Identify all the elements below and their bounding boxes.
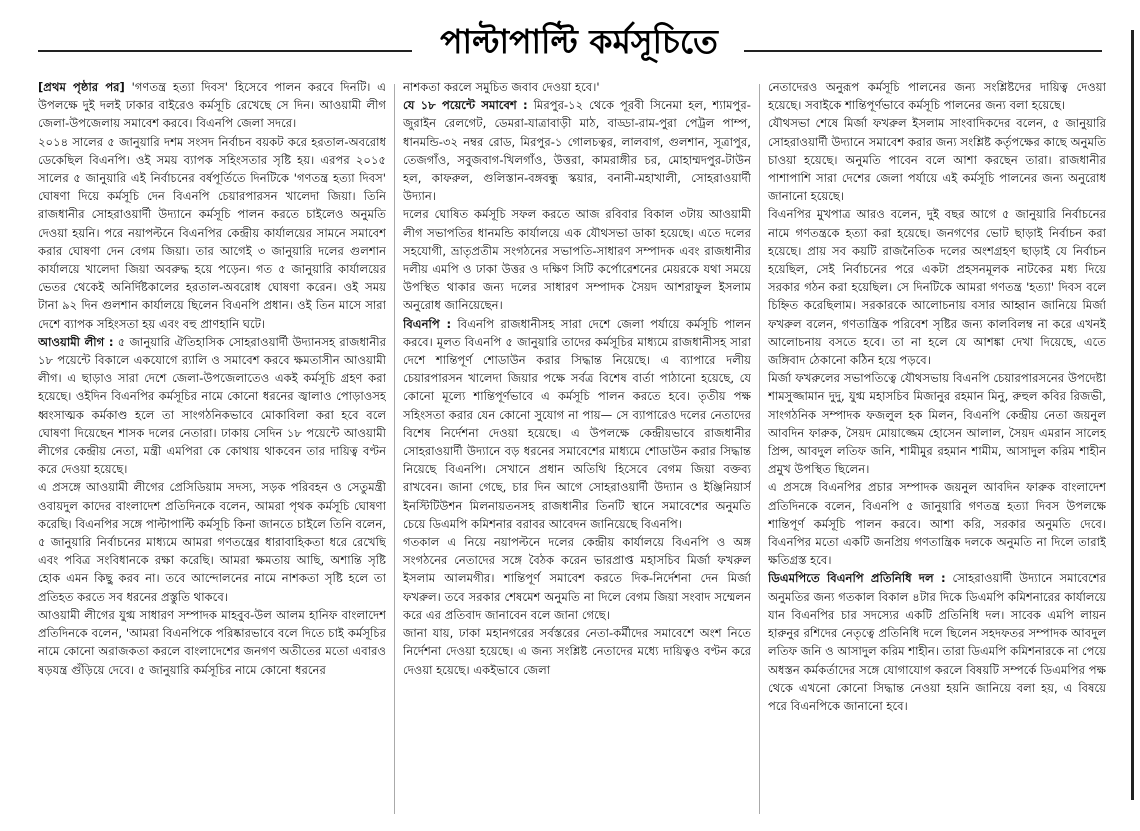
article-paragraph xyxy=(403,624,751,679)
paragraph-lead: [প্রথম পৃষ্ঠার পর] xyxy=(38,80,125,94)
column-2 xyxy=(403,78,751,823)
paragraph-text: ৫ জানুয়ারি ঐতিহাসিক সোহরাওয়ার্দী উদ্যানসহ রাজধানীর ১৮ পয়েন্টে বিকালে একযোগে র‌্যালি ও সমাবেশ করবে ক্ষমতাসীন আওয়ামী লীগ। এ ছাড়াও সারা দেশে জেলা-উপজেলাতেও একই কর্মসূচি গ্রহণ করা হয়েছে। ওইদিন বিএনপির কর্মসূচির নামে কোনো ধরনের জ্বালাও পোড়াওসহ ধ্বংসাত্মক কর্মকাণ্ড হলে তা সাংগঠনিকভাবে মোকাবিলা করা হবে বলে ঘোষণা দিয়েছেন শাসক দলের নেতারা। ঢাকায় সেদিন ১৮ পয়েন্টে আওয়ামী লীগের কেন্দ্রীয় নেতা, মন্ত্রী এমপিরা কে কোথায় থাকবেন তার দায়িত্ব বণ্টন করে দেওয়া হয়েছে। xyxy=(38,334,386,477)
paragraph-text: আওয়ামী লীগের যুগ্ম সাধারণ সম্পাদক মাহবুব-উল আলম হানিফ বাংলাদেশ প্রতিদিনকে বলেন, 'আমরা বিএনপিকে পরিষ্কারভাবে বলে দিতে চাই কর্মসূচির নামে কোনো অরাজকতা করলে বাংলাদেশের জনগণ অতীতের মতো এবারও ষড়যন্ত্র গুঁড়িয়ে দেবে। ৫ জানুয়ারি কর্মসূচির নামে কোনো ধরনের xyxy=(38,607,386,677)
paragraph-text: নাশকতা করলে সমুচিত জবাব দেওয়া হবে।' xyxy=(403,80,600,94)
paragraph-text: মিরপুর-১২ থেকে পূরবী সিনেমা হল, শ্যামপুর-জুরাইন রেলগেট, ডেমরা-যাত্রাবাড়ী মাঠ, বাড্ডা-রাম-পুরা পেট্রল পাম্প, ধানমন্ডি-৩২ নম্বর রোড, মিরপুর-১ গোলচত্বর, লালবাগ, গুলশান, সূত্রাপুর, তেজগাঁও, সবুজবাগ-খিলগাঁও, উত্তরা, কামরাঙ্গীর চর, মোহাম্মদপুর-টাউন হল, কাফরুল, গুলিস্তান-বঙ্গবন্ধু স্কয়ার, বনানী-মহাখালী, সোহরাওয়ার্দী উদ্যান। xyxy=(403,98,751,204)
paragraph-text: এ প্রসঙ্গে আওয়ামী লীগের প্রেসিডিয়াম সদস্য, সড়ক পরিবহন ও সেতুমন্ত্রী ওবায়দুল কাদের বাংলাদেশ প্রতিদিনকে বলেন, আমরা পৃথক কর্মসূচি ঘোষণা করেছি। বিএনপির সঙ্গে পাল্টাপাল্টি কর্মসূচি কিনা জানতে চাইলে তিনি বলেন, ৫ জানুয়ারি নির্বাচনের মাধ্যমে আমরা গণতন্ত্রের ধারাবাহিকতা ধরে রেখেছি এবং পবিত্র সংবিধানকে রক্ষা করেছি। আমরা ক্ষমতায় আছি, অশান্তি সৃষ্টি হোক এমন কিছু করব না। তবে আন্দোলনের নামে নাশকতা সৃষ্টি হলে তা প্রতিহত করতে সব ধরনের প্রস্তুতি থাকবে। xyxy=(38,480,386,604)
article-paragraph xyxy=(403,96,751,205)
paragraph-text: গতকাল এ নিয়ে নয়াপল্টনে দলের কেন্দ্রীয় কার্যালয়ে বিএনপি ও অঙ্গ সংগঠনের নেতাদের সঙ্গে বৈঠক করেন ভারপ্রাপ্ত মহাসচিব মির্জা ফখরুল ইসলাম আলমগীর। শান্তিপূর্ণ সমাবেশ করতে দিক-নির্দেশনা দেন মির্জা ফখরুল। তবে সরকার শেষমেশ অনুমতি না দিলে বেগম জিয়া সংবাদ সম্মেলন করে এর প্রতিবাদ জানাবেন বলে জানা গেছে। xyxy=(403,535,751,622)
article-paragraph xyxy=(768,369,1106,478)
article-paragraph xyxy=(403,205,751,314)
paragraph-text: ২০১৪ সালের ৫ জানুয়ারি দশম সংসদ নির্বাচন বয়কট করে হরতাল-অবরোধ ডেকেছিল বিএনপি। ওই সময় ব্যাপক সহিংসতার সৃষ্টি হয়। এরপর ২০১৫ সালের ৫ জানুয়ারি এই নির্বাচনের বর্ষপূর্তিতে দিনটিকে 'গণতন্ত্র হত্যা দিবস' ঘোষণা দিয়ে কর্মসূচি দেন বিএনপি চেয়ারপারসন খালেদা জিয়া। তিনি রাজধানীর সোহরাওয়ার্দী উদ্যানে কর্মসূচি পালন করতে চাইলেও অনুমতি দেওয়া হয়নি। পরে নয়াপল্টনে বিএনপির কেন্দ্রীয় কার্যালয়ের সামনে সমাবেশ করার ঘোষণা দেন বেগম জিয়া। তার আগেই ৩ জানুয়ারি দলের গুলশান কার্যালয়ে খালেদা জিয়া অবরুদ্ধ হয়ে পড়েন। গত ৫ জানুয়ারি কার্যালয়ের ভেতর থেকেই অনির্দিষ্টকালের হরতাল-অবরোধ ঘোষণা করেন। ওই সময় টানা ৯২ দিন গুলশান কার্যালয়ে ছিলেন বিএনপি প্রধান। ওই তিন মাসে সারা দেশে ব্যাপক সহিংসতা হয় এবং বহু প্রাণহানি ঘটে। xyxy=(38,134,386,331)
article-columns xyxy=(38,78,1106,823)
article-paragraph xyxy=(38,606,386,679)
paragraph-text: জানা যায়, ঢাকা মহানগরের সর্বস্তরের নেতা-কর্মীদের সমাবেশে অংশ নিতে নির্দেশনা দেওয়া হয়েছে। এ জন্য সংশ্লিষ্ট নেতাদের মধ্যে দায়িত্বও বণ্টন করে দেওয়া হয়েছে। একইভাবে জেলা xyxy=(403,626,751,677)
column-3 xyxy=(768,78,1106,823)
article-paragraph xyxy=(403,315,751,533)
article-paragraph xyxy=(38,333,386,479)
paragraph-lead: যে ১৮ পয়েন্টে সমাবেশ : xyxy=(403,98,528,113)
article-paragraph xyxy=(403,78,751,96)
headline-rule-right xyxy=(744,50,1102,52)
headline-rule-left xyxy=(38,50,412,52)
paragraph-text: 'গণতন্ত্র হত্যা দিবস' হিসেবে পালন করবে দিনটি। এ উপলক্ষে দুই দলই ঢাকার বাইরেও কর্মসূচি রেখেছে সে দিন। আওয়ামী লীগ জেলা-উপজেলায় সমাবেশ করবে। বিএনপি জেলা সদরে। xyxy=(38,80,386,131)
article-paragraph xyxy=(768,205,1106,369)
column-1 xyxy=(38,78,386,823)
paragraph-text: বিএনপির মুখপাত্র আরও বলেন, দুই বছর আগে ৫ জানুয়ারি নির্বাচনের নামে গণতন্ত্রকে হত্যা করা হয়েছে। জনগণের ভোট ছাড়াই নির্বাচন করা হয়েছে। প্রায় সব কয়টি রাজনৈতিক দলের অংশগ্রহণ ছাড়াই যে নির্বাচন হয়েছিল, সেই নির্বাচনের পরে একটা প্রহসনমূলক নাটকের মধ্য দিয়ে সরকার গঠন করা হয়েছিল। সে দিনটিকে আমরা গণতন্ত্র 'হত্যা' দিবস বলে চিহ্নিত করেছিলাম। সরকারকে আলোচনায় বসার আহ্বান জানিয়ে মির্জা ফখরুল বলেন, গণতান্ত্রিক পরিবেশ সৃষ্টির জন্য কালবিলম্ব না করে এখনই আলোচনায় বসতে হবে। তা না হলে যে আশঙ্কা দেখা দিয়েছে, এতে জঙ্গিবাদ ঠেকানো কঠিন হয়ে পড়বে। xyxy=(768,207,1106,368)
page-headline: পাল্টাপাল্টি কর্মসূচিতে xyxy=(440,22,718,61)
page-edge-rule xyxy=(1131,30,1134,800)
paragraph-text: সোহরাওয়ার্দী উদ্যানে সমাবেশের অনুমতির জন্য গতকাল বিকাল ৪টার দিকে ডিএমপি কমিশনারের কার্যালয়ে যান বিএনপির চার সদস্যের একটি প্রতিনিধি দল। সাবেক এমপি লায়ন হারুনুর রশিদের নেতৃত্বে প্রতিনিধি দলে ছিলেন সহদফতর সম্পাদক আবদুল লতিফ জনি ও আসাদুল করিম শাহীন। তারা ডিএমপি কমিশনারকে না পেয়ে অধস্তন কর্মকর্তাদের সঙ্গে যোগাযোগ করলে বিষয়টি সম্পর্কে ডিএমপির পক্ষ থেকে এখনো কোনো সিদ্ধান্ত নেওয়া হয়নি জানিয়ে বলা হয়, এ বিষয়ে পরে বিএনপিকে জানানো হবে। xyxy=(768,571,1106,713)
column-separator xyxy=(394,84,395,814)
article-paragraph xyxy=(768,114,1106,205)
paragraph-lead: ডিএমপিতে বিএনপি প্রতিনিধি দল : xyxy=(768,571,946,586)
paragraph-lead: আওয়ামী লীগ : xyxy=(38,334,114,349)
paragraph-text: যৌথসভা শেষে মির্জা ফখরুল ইসলাম সাংবাদিকদের বলেন, ৫ জানুয়ারি সোহরাওয়ার্দী উদ্যানে সমাবেশ করার জন্য সংশ্লিষ্ট কর্তৃপক্ষের কাছে অনুমতি চাওয়া হয়েছে। অনুমতি পাবেন বলে আশা করছেন তারা। রাজধানীর পাশাপাশি সারা দেশের জেলা পর্যায়ে এই কর্মসূচি পালনের জন্য অনুরোধ জানানো হয়েছে। xyxy=(768,116,1106,204)
article-paragraph xyxy=(38,478,386,605)
article-paragraph xyxy=(768,569,1106,715)
paragraph-text: মির্জা ফখরুলের সভাপতিত্বে যৌথসভায় বিএনপি চেয়ারপারসনের উপদেষ্টা শামসুজ্জামান দুদু, যুগ্ম মহাসচিব মিজানুর রহমান মিনু, রুহুল কবির রিজভী, সাংগঠনিক সম্পাদক ফজলুল হক মিলন, বিএনপি কেন্দ্রীয় নেতা জয়নুল আবদিন ফারুক, সৈয়দ মোয়াজ্জেম হোসেন আলাল, সৈয়দ এমরান সালেহ প্রিন্স, আবদুল লতিফ জনি, শামীমুর রহমান শামীম, আসাদুল করিম শাহীন প্রমুখ উপস্থিত ছিলেন। xyxy=(768,371,1106,477)
paragraph-lead: বিএনপি : xyxy=(403,316,452,331)
article-paragraph xyxy=(38,78,386,133)
paragraph-text: বিএনপি রাজধানীসহ সারা দেশে জেলা পর্যায়ে কর্মসূচি পালন করবে। মূলত বিএনপি ৫ জানুয়ারি তাদের কর্মসূচির মাধ্যমে রাজধানীসহ সারা দেশে শান্তিপূর্ণ শোডাউন করার সিদ্ধান্ত নিয়েছে। এ ব্যাপারে দলীয় চেয়ারপারসন খালেদা জিয়ার পক্ষে সর্বত্র বিশেষ বার্তা পাঠানো হয়েছে, যে কোনো মূল্যে শান্তিপূর্ণভাবে এ কর্মসূচি পালন করতে হবে। তৃতীয় পক্ষ সহিংসতা করার যেন কোনো সুযোগ না পায়— সে ব্যাপারেও দলের নেতাদের বিশেষ নির্দেশনা দেওয়া হয়েছে। এ উপলক্ষে কেন্দ্রীয়ভাবে রাজধানীর সোহরাওয়ার্দী উদ্যানে বড় ধরনের সমাবেশের মাধ্যমে শোডাউন করার সিদ্ধান্ত নিয়েছে বিএনপি। সেখানে প্রধান অতিথি হিসেবে বেগম জিয়া বক্তব্য রাখবেন। জানা গেছে, চার দিন আগে সোহরাওয়ার্দী উদ্যান ও ইঞ্জিনিয়ার্স ইনস্টিটিউশন মিলনায়তনসহ রাজধানীর তিনটি স্থানে সমাবেশের অনুমতি চেয়ে ডিএমপি কমিশনার বরাবর আবেদন জানিয়েছে বিএনপি। xyxy=(403,316,751,531)
headline-area xyxy=(0,0,1140,78)
article-paragraph xyxy=(768,78,1106,114)
paragraph-text: দলের ঘোষিত কর্মসূচি সফল করতে আজ রবিবার বিকাল ৩টায় আওয়ামী লীগ সভাপতির ধানমন্ডি কার্যালয়ে এক যৌথসভা ডাকা হয়েছে। এতে দলের সহযোগী, ভ্রাতৃপ্রতীম সংগঠনের সভাপতি-সাধারণ সম্পাদক এবং রাজধানীর দলীয় এমপি ও ঢাকা উত্তর ও দক্ষিণ সিটি কর্পোরেশনের মেয়রকে যথা সময়ে উপস্থিত থাকার জন্য দলের সাধারণ সম্পাদক সৈয়দ আশরাফুল ইসলাম অনুরোধ জানিয়েছেন। xyxy=(403,207,751,313)
article-paragraph xyxy=(403,533,751,624)
paragraph-text: এ প্রসঙ্গে বিএনপির প্রচার সম্পাদক জয়নুল আবদিন ফারুক বাংলাদেশ প্রতিদিনকে বলেন, বিএনপি ৫ জানুয়ারি গণতন্ত্র হত্যা দিবস উপলক্ষে শান্তিপূর্ণ কর্মসূচি পালন করবে। আশা করি, সরকার অনুমতি দেবে। বিএনপির মতো একটি জনপ্রিয় গণতান্ত্রিক দলকে অনুমতি না দিলে তারাই ক্ষতিগ্রস্ত হবে। xyxy=(768,480,1106,568)
column-separator xyxy=(759,84,760,814)
article-paragraph xyxy=(768,478,1106,569)
paragraph-text: নেতাদেরও অনুরূপ কর্মসূচি পালনের জন্য সংশ্লিষ্টদের দায়িত্ব দেওয়া হয়েছে। সবাইকে শান্তিপূর্ণভাবে কর্মসূচি পালনের জন্য বলা হয়েছে। xyxy=(768,80,1106,113)
article-paragraph xyxy=(38,133,386,333)
